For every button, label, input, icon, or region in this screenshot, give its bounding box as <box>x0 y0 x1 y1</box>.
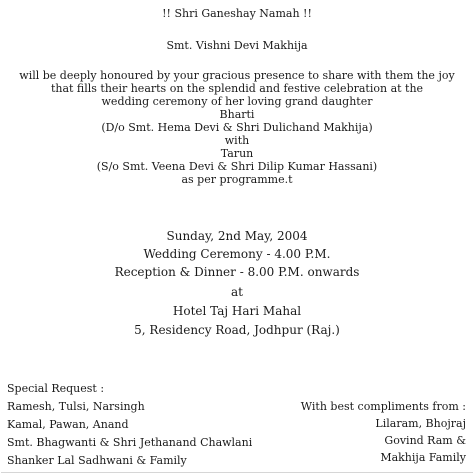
compliments-name: Lilaram, Bhojraj <box>375 417 466 430</box>
event-date: Sunday, 2nd May, 2004 <box>166 229 308 243</box>
compliments-name: Govind Ram & <box>384 434 466 447</box>
host-name: Smt. Vishni Devi Makhija <box>166 39 308 52</box>
special-request-name: Shanker Lal Sadhwani & Family <box>7 454 187 467</box>
ceremony-time: Wedding Ceremony - 4.00 P.M. <box>143 247 331 261</box>
special-request-heading: Special Request : <box>7 382 105 395</box>
compliments-heading: With best compliments from : <box>300 400 466 413</box>
groom-name: Tarun <box>220 147 254 160</box>
venue-at: at <box>231 285 243 299</box>
reception-time: Reception & Dinner - 8.00 P.M. onwards <box>114 265 360 279</box>
groom-parents: (S/o Smt. Veena Devi & Shri Dilip Kumar Hassani) <box>96 160 378 173</box>
invitation-line: that fills their hearts on the splendid and festive celebration at the <box>50 82 424 95</box>
special-request-name: Ramesh, Tulsi, Narsingh <box>7 400 145 413</box>
bride-parents: (D/o Smt. Hema Devi & Shri Dulichand Makhija) <box>101 121 373 134</box>
invocation-line: !! Shri Ganeshay Namah !! <box>162 7 312 20</box>
invitation-line: will be deeply honoured by your gracious presence to share with them the joy <box>19 69 455 82</box>
bride-name: Bharti <box>219 108 255 121</box>
venue-name: Hotel Taj Hari Mahal <box>172 304 302 318</box>
special-request-name: Smt. Bhagwanti & Shri Jethanand Chawlani <box>7 436 253 449</box>
special-request-block <box>7 380 297 470</box>
invitation-line: wedding ceremony of her loving grand daughter <box>101 95 373 108</box>
venue-address: 5, Residency Road, Jodhpur (Raj.) <box>134 323 340 337</box>
invitation-line: with <box>224 134 250 147</box>
invitation-line: as per programme.t <box>181 173 293 186</box>
compliments-name: Makhija Family <box>380 451 466 464</box>
compliments-block <box>266 398 466 466</box>
special-request-name: Kamal, Pawan, Anand <box>7 418 129 431</box>
